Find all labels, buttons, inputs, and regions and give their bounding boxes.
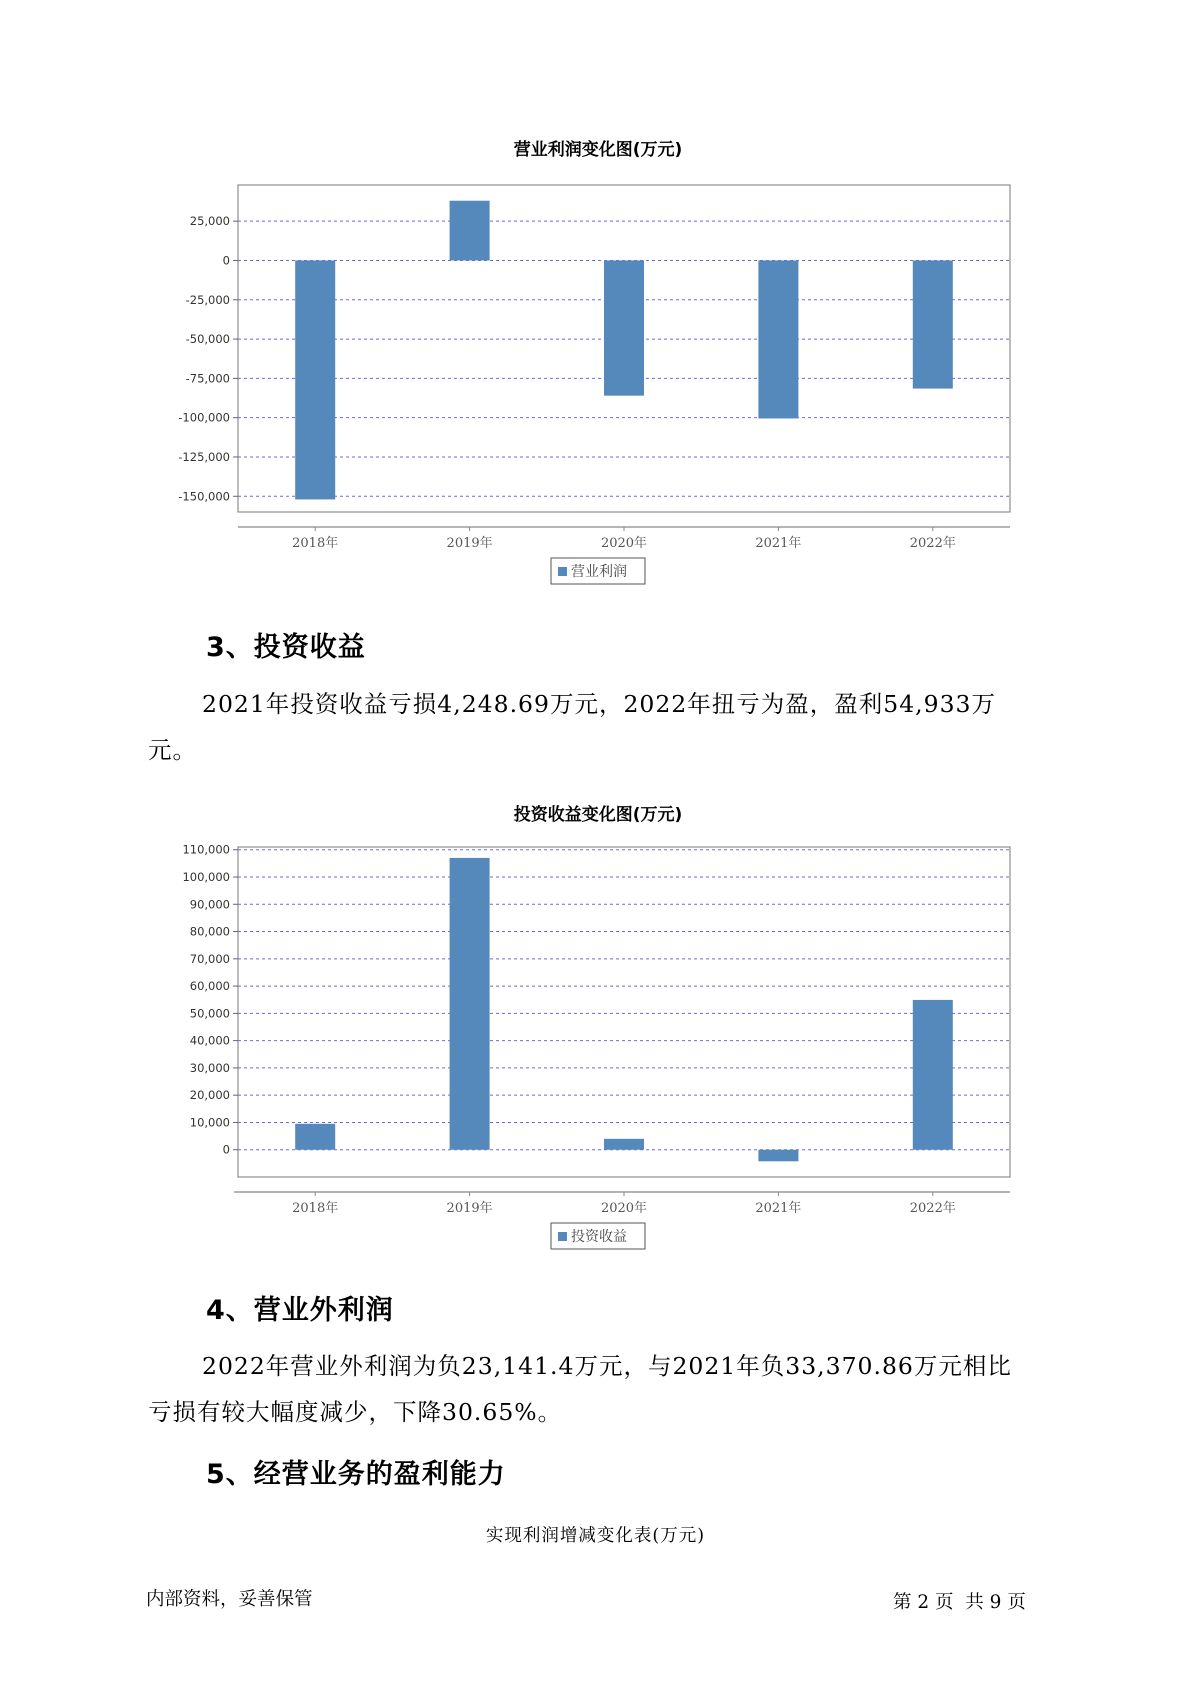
y-tick-label: 70,000 bbox=[189, 951, 230, 966]
legend bbox=[551, 558, 645, 584]
section-5-heading: 5、经营业务的盈利能力 bbox=[206, 1459, 506, 1490]
x-tick-label: 2020年 bbox=[600, 536, 648, 551]
y-tick-label: 20,000 bbox=[189, 1088, 230, 1103]
bar-2019年 bbox=[450, 858, 490, 1150]
y-tick-label: -100,000 bbox=[178, 410, 230, 425]
y-tick-label: -125,000 bbox=[178, 449, 230, 464]
y-tick-label: -75,000 bbox=[185, 371, 230, 386]
y-tick-label: 80,000 bbox=[189, 924, 230, 939]
y-tick-label: -150,000 bbox=[178, 489, 230, 504]
y-tick-label: 110,000 bbox=[182, 842, 230, 857]
y-tick-label: 60,000 bbox=[189, 979, 230, 994]
plot-frame bbox=[238, 847, 1010, 1177]
y-tick-label: 25,000 bbox=[189, 214, 230, 229]
x-tick-label: 2018年 bbox=[292, 1201, 339, 1216]
bar-2021年 bbox=[758, 1150, 798, 1162]
investment-income-chart bbox=[150, 790, 1020, 1260]
legend-label: 投资收益 bbox=[571, 1229, 627, 1245]
x-tick-label: 2021年 bbox=[755, 1201, 802, 1216]
x-tick-label: 2019年 bbox=[446, 536, 493, 551]
bar-2022年 bbox=[913, 1000, 953, 1150]
section-4-heading: 4、营业外利润 bbox=[206, 1295, 394, 1326]
y-tick-label: 90,000 bbox=[189, 897, 230, 912]
y-tick-label: 50,000 bbox=[189, 1006, 230, 1021]
bar-2018年 bbox=[295, 260, 335, 499]
y-tick-label: 100,000 bbox=[182, 870, 230, 884]
legend-swatch bbox=[558, 1232, 567, 1241]
x-tick-label: 2019年 bbox=[446, 1201, 493, 1216]
section-3-text-line-1: 2021年投资收益亏损4,248.69万元，2022年扭亏为盈，盈利54,933万 bbox=[202, 690, 996, 718]
chart-title: 营业利润变化图(万元) bbox=[513, 140, 683, 160]
legend-swatch bbox=[558, 567, 567, 576]
y-tick-label: -50,000 bbox=[185, 332, 230, 347]
legend bbox=[551, 1223, 645, 1249]
investment-income-chart-svg bbox=[150, 790, 1020, 1260]
bar-2022年 bbox=[913, 260, 953, 388]
y-tick-label: 0 bbox=[222, 253, 230, 268]
y-tick-label: 40,000 bbox=[189, 1033, 230, 1048]
y-tick-label: 0 bbox=[222, 1142, 230, 1157]
bar-2020年 bbox=[604, 260, 644, 395]
footer-confidential-note: 内部资料，妥善保管 bbox=[146, 1589, 313, 1610]
x-tick-label: 2022年 bbox=[909, 536, 956, 551]
bar-2019年 bbox=[450, 201, 490, 261]
operating-profit-chart bbox=[150, 125, 1020, 595]
y-tick-label: 10,000 bbox=[189, 1115, 230, 1130]
y-tick-label: -25,000 bbox=[185, 292, 230, 307]
operating-profit-chart-svg bbox=[150, 125, 1020, 595]
section-4-text-line-2: 亏损有较大幅度减少，下降30.65%。 bbox=[148, 1398, 563, 1426]
x-tick-label: 2021年 bbox=[755, 536, 802, 551]
table-caption: 实现利润增减变化表(万元) bbox=[485, 1526, 706, 1546]
y-tick-label: 30,000 bbox=[189, 1060, 230, 1075]
section-3-heading: 3、投资收益 bbox=[206, 632, 366, 663]
legend-label: 营业利润 bbox=[571, 564, 627, 580]
x-tick-label: 2020年 bbox=[600, 1201, 648, 1216]
bar-2021年 bbox=[758, 260, 798, 418]
footer-page-number: 第 2 页 共 9 页 bbox=[893, 1592, 1026, 1613]
x-tick-label: 2018年 bbox=[292, 536, 339, 551]
section-3-text-line-2: 元。 bbox=[148, 736, 197, 764]
x-tick-label: 2022年 bbox=[909, 1201, 956, 1216]
bar-2020年 bbox=[604, 1139, 644, 1150]
bar-2018年 bbox=[295, 1124, 335, 1150]
chart-title: 投资收益变化图(万元) bbox=[513, 805, 683, 825]
section-4-text-line-1: 2022年营业外利润为负23,141.4万元，与2021年负33,370.86万元相比 bbox=[202, 1352, 1012, 1380]
